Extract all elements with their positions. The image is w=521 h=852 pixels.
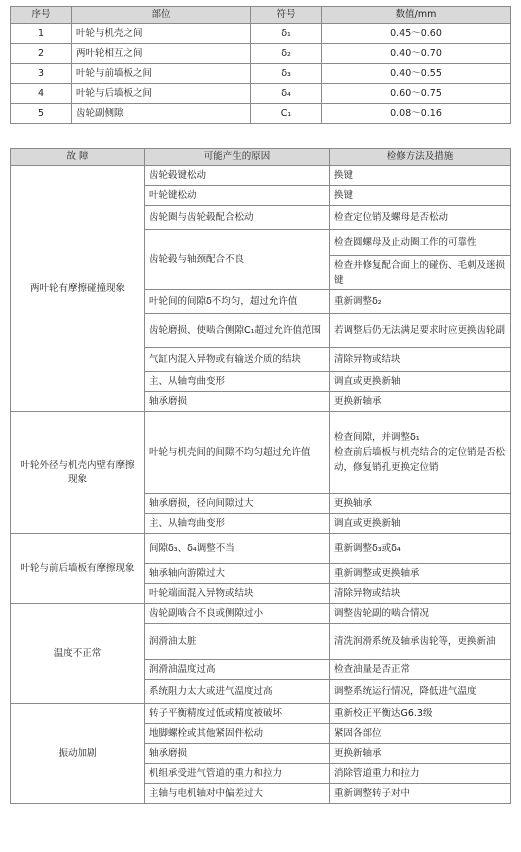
clearance-header-row: [11, 7, 511, 24]
value-cell: 0.45～0.60: [322, 24, 511, 44]
clearance-row: [11, 44, 511, 64]
cause-cell: 系统阻力太大或进气温度过高: [145, 680, 330, 704]
symbol-cell: δ₄: [251, 84, 322, 104]
fault-cell: 振动加剧: [11, 704, 145, 804]
cause-cell: 轴承磨损: [145, 392, 330, 412]
row-number-cell: 4: [11, 84, 72, 104]
remedy-cell: 检查圆螺母及止动圈工作的可靠性: [330, 230, 511, 256]
cause-cell: 主轴与电机轴对中偏差过大: [145, 784, 330, 804]
remedy-cell: 更换新轴承: [330, 744, 511, 764]
part-name-cell: 叶轮与前墙板之间: [72, 64, 251, 84]
part-name-cell: 齿轮副侧隙: [72, 104, 251, 124]
part-name-cell: 叶轮与后墙板之间: [72, 84, 251, 104]
troubleshooting-row: [11, 412, 511, 494]
value-cell: 0.40～0.70: [322, 44, 511, 64]
remedy-cell: 清洗润滑系统及轴承齿轮等，更换新油: [330, 624, 511, 660]
remedy-cell: 清除异物或结块: [330, 348, 511, 372]
cause-cell: 叶轮端面混入异物或结块: [145, 584, 330, 604]
remedy-cell: 换键: [330, 166, 511, 186]
symbol-cell: C₁: [251, 104, 322, 124]
cause-cell: 齿轮毂键松动: [145, 166, 330, 186]
symbol-cell: δ₁: [251, 24, 322, 44]
cause-cell: 齿轮副啮合不良或侧隙过小: [145, 604, 330, 624]
troubleshooting-row: [11, 166, 511, 186]
value-cell: 0.40～0.55: [322, 64, 511, 84]
troubleshooting-header-row: [11, 149, 511, 166]
remedy-cell: 重新调整转子对中: [330, 784, 511, 804]
remedy-cell: 调直或更换新轴: [330, 514, 511, 534]
clearance-row: [11, 64, 511, 84]
cause-cell: 轴承轴向游隙过大: [145, 564, 330, 584]
cause-cell: 润滑油温度过高: [145, 660, 330, 680]
cause-cell: 机组承受进气管道的重力和拉力: [145, 764, 330, 784]
troubleshooting-row: [11, 604, 511, 624]
remedy-cell: 调直或更换新轴: [330, 372, 511, 392]
remedy-cell: 更换轴承: [330, 494, 511, 514]
row-number-cell: 3: [11, 64, 72, 84]
cause-cell: 齿轮圈与齿轮毂配合松动: [145, 206, 330, 230]
cause-cell: 地脚螺栓或其他紧固件松动: [145, 724, 330, 744]
cause-cell: 齿轮毂与轴颈配合不良: [145, 230, 330, 290]
remedy-cell: 清除异物或结块: [330, 584, 511, 604]
remedy-cell: 若调整后仍无法满足要求时应更换齿轮副: [330, 314, 511, 348]
col-header-value: 数值/mm: [322, 7, 511, 24]
cause-cell: 轴承磨损，径向间隙过大: [145, 494, 330, 514]
remedy-cell: 重新调整或更换轴承: [330, 564, 511, 584]
clearance-row: [11, 104, 511, 124]
fault-cell: 叶轮外径与机壳内壁有摩擦现象: [11, 412, 145, 534]
part-name-cell: 叶轮与机壳之间: [72, 24, 251, 44]
cause-cell: 主、从轴弯曲变形: [145, 372, 330, 392]
remedy-cell: 紧固各部位: [330, 724, 511, 744]
remedy-cell: 重新校正平衡达G6.3级: [330, 704, 511, 724]
remedy-cell: 检查并修复配合面上的碰伤、毛刺及迷损键: [330, 256, 511, 290]
fault-cell: 两叶轮有摩擦碰撞现象: [11, 166, 145, 412]
remedy-cell: 检查定位销及螺母是否松动: [330, 206, 511, 230]
troubleshooting-table: [10, 148, 511, 804]
row-number-cell: 1: [11, 24, 72, 44]
symbol-cell: δ₃: [251, 64, 322, 84]
remedy-cell: 检查油量是否正常: [330, 660, 511, 680]
row-number-cell: 2: [11, 44, 72, 64]
part-name-cell: 两叶轮相互之间: [72, 44, 251, 64]
cause-cell: 叶轮间的间隙δ不均匀，超过允许值: [145, 290, 330, 314]
remedy-cell: 调整齿轮副的啮合情况: [330, 604, 511, 624]
cause-cell: 润滑油太脏: [145, 624, 330, 660]
remedy-cell: 重新调整δ₃或δ₄: [330, 534, 511, 564]
cause-cell: 气缸内混入异物或有输送介质的结块: [145, 348, 330, 372]
cause-cell: 间隙δ₃、δ₄调整不当: [145, 534, 330, 564]
troubleshooting-row: [11, 704, 511, 724]
col-header-fault: 故 障: [11, 149, 145, 166]
col-header-remedy: 检修方法及措施: [330, 149, 511, 166]
col-header-no: 序号: [11, 7, 72, 24]
col-header-symbol: 符号: [251, 7, 322, 24]
cause-cell: 轴承磨损: [145, 744, 330, 764]
fault-cell: 温度不正常: [11, 604, 145, 704]
clearance-row: [11, 84, 511, 104]
remedy-cell: 检查间隙，并调整δ₁ 检查前后墙板与机壳结合的定位销是否松动，修复销孔更换定位销: [330, 412, 511, 494]
remedy-cell: 换键: [330, 186, 511, 206]
cause-cell: 主、从轴弯曲变形: [145, 514, 330, 534]
troubleshooting-row: [11, 534, 511, 564]
row-number-cell: 5: [11, 104, 72, 124]
cause-cell: 叶轮与机壳间的间隙不均匀超过允许值: [145, 412, 330, 494]
remedy-cell: 重新调整δ₂: [330, 290, 511, 314]
value-cell: 0.60～0.75: [322, 84, 511, 104]
cause-cell: 齿轮磨损、使啮合侧隙C₁超过允许值范围: [145, 314, 330, 348]
fault-cell: 叶轮与前后墙板有摩擦现象: [11, 534, 145, 604]
clearance-row: [11, 24, 511, 44]
cause-cell: 叶轮键松动: [145, 186, 330, 206]
cause-cell: 转子平衡精度过低或精度被破坏: [145, 704, 330, 724]
value-cell: 0.08～0.16: [322, 104, 511, 124]
symbol-cell: δ₂: [251, 44, 322, 64]
col-header-part: 部位: [72, 7, 251, 24]
remedy-cell: 消除管道重力和拉力: [330, 764, 511, 784]
remedy-cell: 更换新轴承: [330, 392, 511, 412]
clearance-table: [10, 6, 511, 124]
col-header-cause: 可能产生的原因: [145, 149, 330, 166]
remedy-cell: 调整系统运行情况，降低进气温度: [330, 680, 511, 704]
